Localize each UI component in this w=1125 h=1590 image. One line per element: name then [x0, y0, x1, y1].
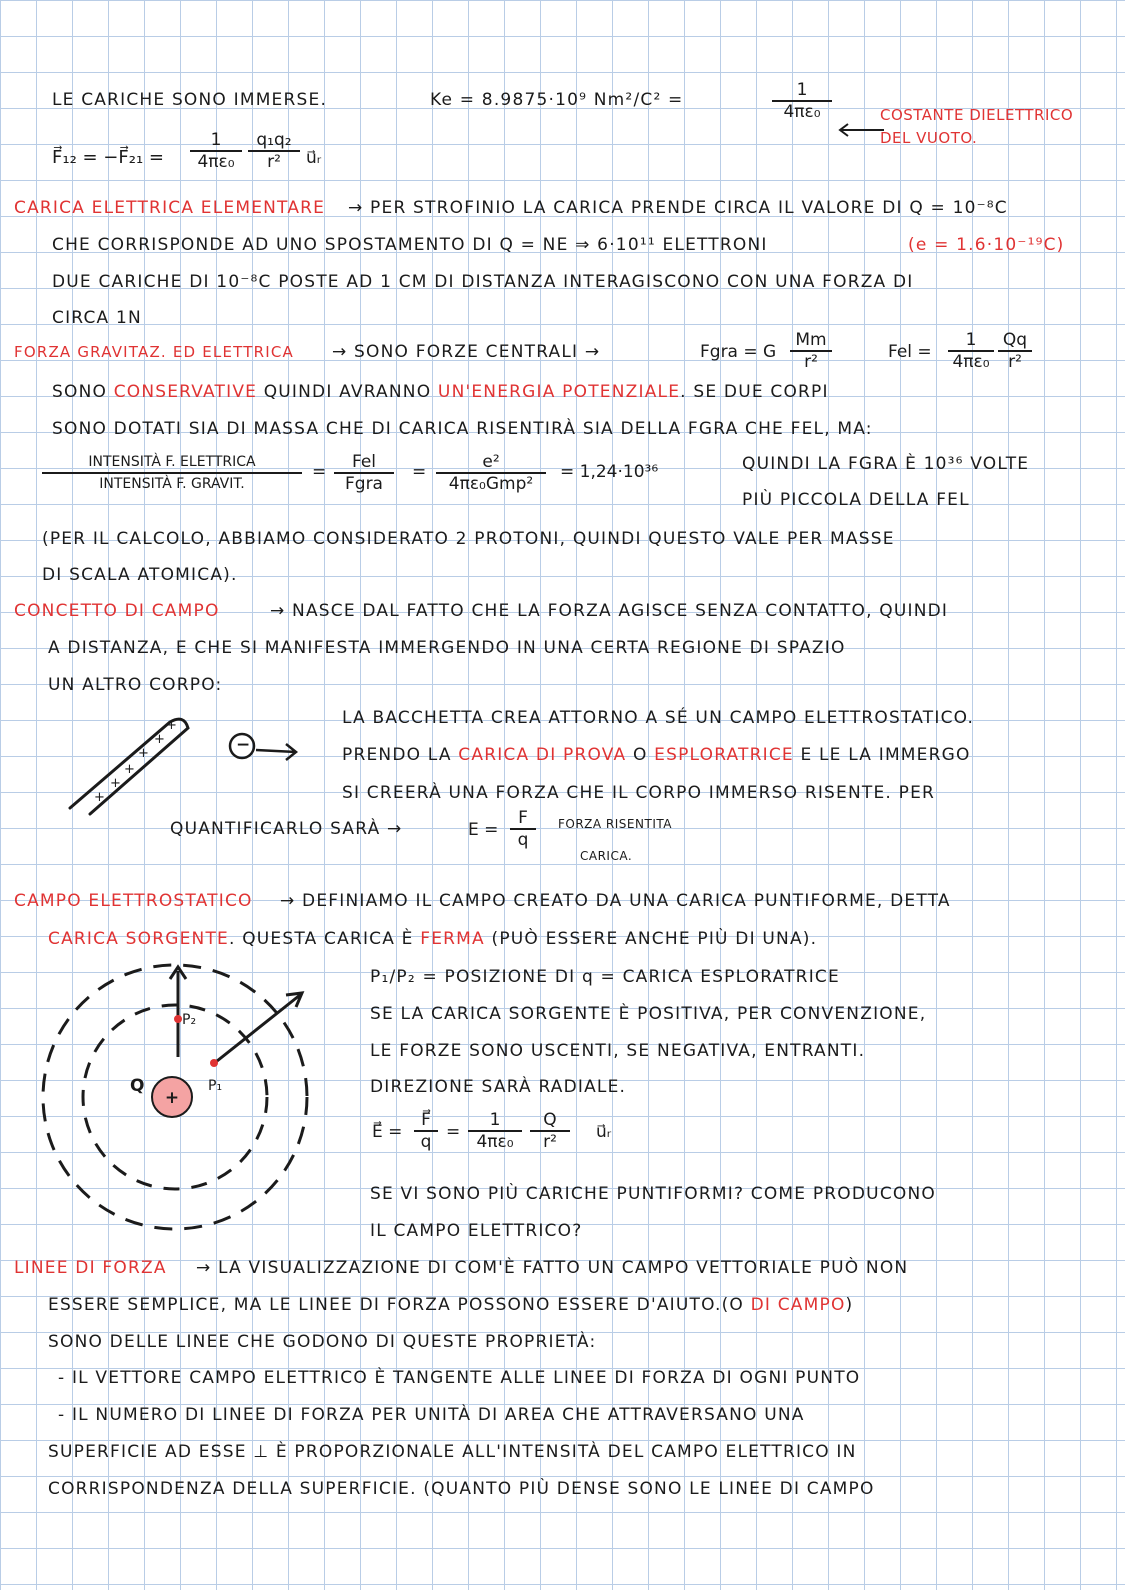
field-eq-num-2: 1: [468, 1110, 522, 1132]
line-visualization: → LA VISUALIZZAZIONE DI COM'È FATTO UN CAMPO VETTORIALE PUÒ NON: [196, 1258, 909, 1278]
probe-minus: −: [236, 735, 251, 755]
ratio-forces-den: Fgra: [345, 474, 383, 494]
ratio-value: = 1,24·10³⁶: [560, 462, 659, 482]
field-def-den: q: [517, 830, 529, 850]
line-proportional: SUPERFICIE AD ESSE ⊥ È PROPORZIONALE ALL'INTENSITÀ DEL CAMPO ELETTRICO IN: [48, 1442, 857, 1462]
force-num-2: q₁q₂: [248, 130, 300, 152]
ratio-constants-den: 4πε₀Gmp²: [448, 474, 534, 494]
rod-plus: +: [94, 790, 105, 805]
text-still: FERMA: [420, 929, 485, 949]
force-fraction-1: [190, 130, 242, 172]
ratio-words: [42, 452, 302, 494]
line-quantify: QUANTIFICARLO SARÀ →: [170, 819, 403, 839]
heading-electrostatic-field: CAMPO ELETTROSTATICO: [14, 891, 253, 911]
line-force-created: SI CREERÀ UNA FORZA CHE IL CORPO IMMERSO RISENTE. PER: [342, 783, 936, 803]
line-central-forces: → SONO FORZE CENTRALI →: [332, 342, 601, 362]
line-distance: A DISTANZA, E CHE SI MANIFESTA IMMERGENDO IN UNA CERTA REGIONE DI SPAZIO: [48, 638, 846, 658]
equals-2: =: [412, 462, 427, 482]
fel-lhs: Fel =: [888, 342, 932, 362]
line-multiple-charges: SE VI SONO PIÙ CARICHE PUNTIFORMI? COME PRODUCONO: [370, 1184, 936, 1204]
rod-plus: +: [166, 718, 177, 733]
heading-field-concept: CONCETTO DI CAMPO: [14, 601, 220, 621]
force-num-1: 1: [190, 130, 242, 152]
line-another-body: UN ALTRO CORPO:: [48, 675, 223, 695]
force-fraction-2: [248, 130, 300, 172]
source-plus: +: [164, 1088, 180, 1108]
ratio-constants-num: e²: [436, 452, 546, 474]
line-atomic: DI SCALA ATOMICA).: [42, 565, 238, 585]
ratio-constants: [436, 452, 546, 494]
force-den-2: r²: [267, 152, 281, 172]
text-immerse: E LE LA IMMERGO: [800, 745, 971, 765]
equals-3: =: [446, 1122, 461, 1142]
line-properties: SONO DELLE LINEE CHE GODONO DI QUESTE PROPRIETÀ:: [48, 1332, 597, 1352]
line-rod-field: LA BACCHETTA CREA ATTORNO A SÉ UN CAMPO ELETTROSTATICO.: [342, 708, 975, 728]
constant-denominator: 4πε₀: [783, 102, 821, 122]
text-help: ESSERE SEMPLICE, MA LE LINEE DI FORZA POSSONO ESSERE D'AIUTO.: [48, 1295, 722, 1315]
field-eq-den-3: r²: [543, 1132, 557, 1152]
unit-vector: u⃗ᵣ: [306, 148, 322, 168]
line-simple: [48, 1293, 853, 1317]
field-diagram: [20, 945, 350, 1245]
heading-field-lines: LINEE DI FORZA: [14, 1258, 167, 1278]
line-point-charge: → DEFINIAMO IL CAMPO CREATO DA UNA CARICA PUNTIFORME, DETTA: [280, 891, 951, 911]
line-no-contact: → NASCE DAL FATTO CHE LA FORZA AGISCE SENZA CONTATTO, QUINDI: [270, 601, 949, 621]
note-force-felt: FORZA RISENTITA: [558, 817, 672, 831]
text-source-charge: CARICA SORGENTE: [48, 929, 229, 949]
fel-fraction-1: [948, 330, 994, 372]
field-def-fraction: [510, 808, 536, 850]
rod-plus: +: [138, 746, 149, 761]
line-about-1n: CIRCA 1N: [52, 308, 142, 328]
text-potential-energy: UN'ENERGIA POTENZIALE: [437, 382, 681, 402]
electron-charge: (e = 1.6·10⁻¹⁹C): [908, 235, 1065, 255]
line-two-charges: DUE CARICHE DI 10⁻⁸C POSTE AD 1 CM DI DISTANZA INTERAGISCONO CON UNA FORZA DI: [52, 272, 914, 292]
text-more-than-one: (PUÒ ESSERE ANCHE PIÙ DI UNA).: [491, 929, 818, 949]
text-open-paren: (O: [721, 1295, 745, 1315]
field-eq-frac-2: [468, 1110, 522, 1152]
field-eq-frac-3: [530, 1110, 570, 1152]
ratio-forces-num: Fel: [334, 452, 394, 474]
fel-den-1: 4πε₀: [952, 352, 990, 372]
p2-label: P₂: [182, 1012, 197, 1028]
coulomb-constant: Ke = 8.9875·10⁹ Nm²/C² =: [430, 90, 684, 110]
line-calc: (PER IL CALCOLO, ABBIAMO CONSIDERATO 2 PROTONI, QUINDI QUESTO VALE PER MASSE: [42, 529, 895, 549]
fel-num-1: 1: [948, 330, 994, 352]
force-equation-lhs: F⃗₁₂ = −F⃗₂₁ =: [52, 147, 164, 168]
field-eq-unit-vector: u⃗ᵣ: [596, 1122, 612, 1142]
fgra-den: r²: [804, 352, 818, 372]
vacuum-note: DEL VUOTO.: [880, 129, 978, 147]
fgra-fraction: [790, 330, 832, 372]
text-conservative: CONSERVATIVE: [113, 382, 258, 402]
fel-den-2: r²: [1008, 352, 1022, 372]
line-result: QUINDI LA FGRA È 10³⁶ VOLTE: [742, 454, 1030, 474]
fgra-lhs: Fgra = G: [700, 342, 777, 362]
constant-numerator: 1: [772, 80, 832, 102]
line-electric-field: IL CAMPO ELETTRICO?: [370, 1221, 583, 1241]
fgra-num: Mm: [790, 330, 832, 352]
text-close-paren: ): [845, 1295, 854, 1315]
text-explorer: ESPLORATRICE: [654, 745, 794, 765]
rod-plus: +: [124, 762, 135, 777]
text-two-bodies: . SE DUE CORPI: [680, 382, 829, 402]
field-eq-lhs: E⃗ =: [372, 1122, 403, 1142]
field-def-num: F: [510, 808, 536, 830]
p1-label: P₁: [208, 1078, 223, 1094]
arrow-icon: [836, 120, 886, 140]
rod-plus: +: [154, 732, 165, 747]
line-positions: P₁/P₂ = POSIZIONE DI q = CARICA ESPLORATRICE: [370, 967, 840, 987]
note-charge: CARICA.: [580, 849, 633, 863]
field-eq-frac-1: [414, 1110, 438, 1152]
line-immersed: LE CARICHE SONO IMMERSE.: [52, 90, 328, 110]
text-sono: SONO: [52, 382, 108, 402]
field-eq-num-1: F⃗: [414, 1110, 438, 1132]
field-eq-den-1: q: [420, 1132, 432, 1152]
text-this-charge: . QUESTA CARICA È: [228, 929, 414, 949]
line-smaller: PIÙ PICCOLA DELLA FEL: [742, 490, 970, 510]
line-surface: CORRISPONDENZA DELLA SUPERFICIE. (QUANTO PIÙ DENSE SONO LE LINEE DI CAMPO: [48, 1479, 875, 1499]
ratio-words-num: INTENSITÀ F. ELETTRICA: [42, 452, 302, 474]
line-test-charge: [342, 743, 971, 767]
line-displacement: CHE CORRISPONDE AD UNO SPOSTAMENTO DI Q = NE ⇒ 6·10¹¹ ELETTRONI: [52, 235, 768, 255]
text-quindi: QUINDI AVRANNO: [263, 382, 432, 402]
line-outgoing: LE FORZE SONO USCENTI, SE NEGATIVA, ENTRANTI.: [370, 1041, 866, 1061]
equals-1: =: [312, 462, 327, 482]
property-density: - IL NUMERO DI LINEE DI FORZA PER UNITÀ DI AREA CHE ATTRAVERSANO UNA: [58, 1405, 805, 1425]
line-conservative: [52, 380, 829, 404]
line-positive-convention: SE LA CARICA SORGENTE È POSITIVA, PER CONVENZIONE,: [370, 1004, 927, 1024]
dielectric-note: COSTANTE DIELETTRICO: [880, 106, 1074, 124]
heading-grav-electric: FORZA GRAVITAZ. ED ELETTRICA: [14, 343, 295, 361]
line-friction: → PER STROFINIO LA CARICA PRENDE CIRCA IL VALORE DI Q = 10⁻⁸C: [348, 198, 1008, 218]
force-den-1: 4πε₀: [197, 152, 235, 172]
ratio-words-den: INTENSITÀ F. GRAVIT.: [99, 476, 245, 492]
property-tangent: - IL VETTORE CAMPO ELETTRICO È TANGENTE ALLE LINEE DI FORZA DI OGNI PUNTO: [58, 1368, 861, 1388]
heading-elementary-charge: CARICA ELETTRICA ELEMENTARE: [14, 198, 326, 218]
field-eq-den-2: 4πε₀: [476, 1132, 514, 1152]
text-test-charge: CARICA DI PROVA: [458, 745, 627, 765]
source-q-label: Q: [130, 1076, 145, 1096]
ratio-forces: [334, 452, 394, 494]
line-radial: DIREZIONE SARÀ RADIALE.: [370, 1077, 627, 1097]
rod-plus: +: [110, 776, 121, 791]
field-eq-num-3: Q: [530, 1110, 570, 1132]
constant-fraction: [772, 80, 832, 122]
fel-fraction-2: [998, 330, 1032, 372]
fel-num-2: Qq: [998, 330, 1032, 352]
text-o: O: [632, 745, 648, 765]
text-prendo: PRENDO LA: [342, 745, 452, 765]
field-def-lhs: E =: [468, 820, 499, 840]
text-of-field: DI CAMPO: [750, 1295, 846, 1315]
line-mass-charge: SONO DOTATI SIA DI MASSA CHE DI CARICA RISENTIRÀ SIA DELLA FGRA CHE FEL, MA:: [52, 419, 873, 439]
